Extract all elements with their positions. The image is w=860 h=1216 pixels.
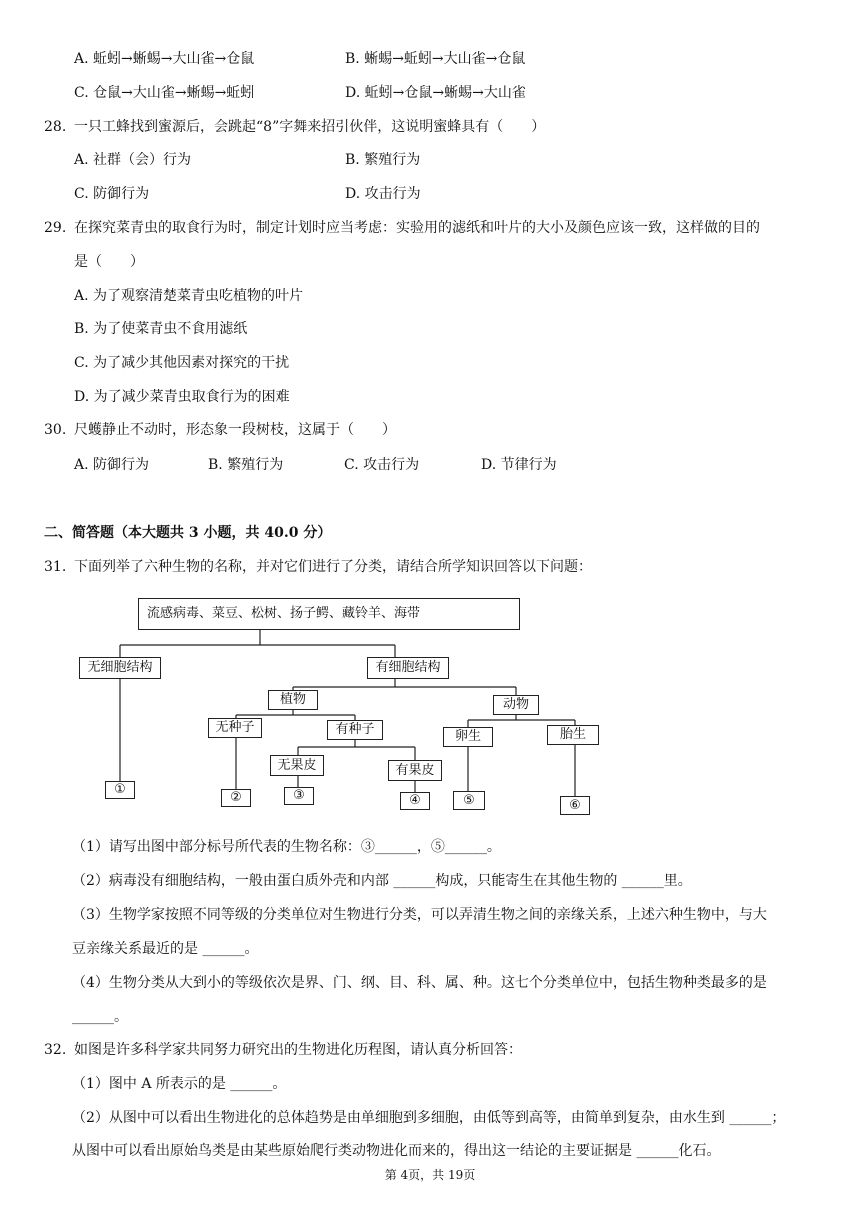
root-organisms-box: 流感病毒、菜豆、松树、扬子鳄、藏铃羊、海带 bbox=[138, 598, 520, 630]
q32-number: 32. bbox=[44, 1042, 67, 1058]
q27-option-c: C. 仓鼠→大山雀→蜥蜴→蚯蚓 bbox=[74, 85, 255, 101]
animal-box: 动物 bbox=[493, 695, 539, 715]
q31-part2: （2）病毒没有细胞结构，一般由蛋白质外壳和内部 ______构成，只能寄生在其他生物的 ______里。 bbox=[72, 873, 692, 889]
q28-option-b: B. 繁殖行为 bbox=[345, 152, 421, 168]
q30-stem: 尺蠖静止不动时，形态象一段树枝，这属于（ ） bbox=[74, 422, 396, 438]
no-seed-box: 无种子 bbox=[208, 718, 262, 738]
q30-option-b: B. 繁殖行为 bbox=[208, 457, 284, 473]
q29-option-a: A. 为了观察清楚菜青虫吃植物的叶片 bbox=[74, 288, 304, 304]
label-box-4: ④ bbox=[400, 792, 430, 810]
label-box-2: ② bbox=[221, 789, 251, 807]
q27-option-b: B. 蜥蜴→蚯蚓→大山雀→仓鼠 bbox=[345, 51, 526, 67]
q31-stem: 下面列举了六种生物的名称，并对它们进行了分类，请结合所学知识回答以下问题： bbox=[74, 559, 592, 575]
q29-stem-line2: 是（ ） bbox=[74, 254, 144, 270]
q31-number: 31. bbox=[44, 559, 67, 575]
q28-option-d: D. 攻击行为 bbox=[345, 186, 421, 202]
oviparous-box: 卵生 bbox=[443, 727, 493, 747]
label-box-3: ③ bbox=[284, 787, 314, 805]
q27-option-a: A. 蚯蚓→蜥蜴→大山雀→仓鼠 bbox=[74, 51, 255, 67]
q31-part4-line1: （4）生物分类从大到小的等级依次是界、门、纲、目、科、属、种。这七个分类单位中，包括生物种类最多的是 bbox=[72, 975, 767, 991]
q31-part1: （1）请写出图中部分标号所代表的生物名称：③______，⑤______。 bbox=[72, 839, 501, 855]
q28-option-c: C. 防御行为 bbox=[74, 186, 150, 202]
label-box-6: ⑥ bbox=[560, 796, 590, 815]
plant-box: 植物 bbox=[268, 690, 318, 710]
q28-stem: 一只工蜂找到蜜源后，会跳起“8”字舞来招引伙伴，这说明蜜蜂具有（ ） bbox=[74, 119, 546, 135]
q32-stem: 如图是许多科学家共同努力研究出的生物进化历程图，请认真分析回答： bbox=[74, 1042, 522, 1058]
q31-part4-line2: ______。 bbox=[72, 1009, 128, 1025]
section-heading: 二、简答题（本大题共 3 小题，共 40.0 分） bbox=[44, 525, 332, 541]
has-cell-structure-box: 有细胞结构 bbox=[367, 657, 449, 679]
q29-stem-line1: 在探究菜青虫的取食行为时，制定计划时应当考虑：实验用的滤纸和叶片的大小及颜色应该一致，这样做的目的 bbox=[74, 220, 760, 236]
q30-option-d: D. 节律行为 bbox=[481, 457, 557, 473]
q32-part2-line2: 从图中可以看出原始鸟类是由某些原始爬行类动物进化而来的，得出这一结论的主要证据是 ______化石。 bbox=[72, 1143, 721, 1159]
has-pericarp-box: 有果皮 bbox=[388, 760, 442, 781]
no-pericarp-box: 无果皮 bbox=[270, 755, 324, 776]
label-box-5: ⑤ bbox=[453, 791, 485, 810]
q29-option-c: C. 为了减少其他因素对探究的干扰 bbox=[74, 355, 290, 371]
q28-option-a: A. 社群（会）行为 bbox=[74, 152, 192, 168]
has-seed-box: 有种子 bbox=[327, 720, 383, 740]
q30-number: 30. bbox=[44, 422, 67, 438]
q32-part2-line1: （2）从图中可以看出生物进化的总体趋势是由单细胞到多细胞，由低等到高等，由简单到复杂，由水生到 ______； bbox=[72, 1110, 786, 1126]
q32-part1: （1）图中 A 所表示的是 ______。 bbox=[72, 1076, 287, 1092]
q28-number: 28. bbox=[44, 119, 67, 135]
q29-option-d: D. 为了减少菜青虫取食行为的困难 bbox=[74, 389, 290, 405]
q31-part3-line1: （3）生物学家按照不同等级的分类单位对生物进行分类，可以弄清生物之间的亲缘关系，上述六种生物中，与大 bbox=[72, 907, 767, 923]
q27-option-d: D. 蚯蚓→仓鼠→蜥蜴→大山雀 bbox=[345, 85, 526, 101]
label-box-1: ① bbox=[105, 781, 135, 799]
no-cell-structure-box: 无细胞结构 bbox=[79, 657, 161, 679]
viviparous-box: 胎生 bbox=[547, 725, 599, 745]
q31-part3-line2: 豆亲缘关系最近的是 ______。 bbox=[72, 941, 259, 957]
q29-number: 29. bbox=[44, 220, 67, 236]
q30-option-a: A. 防御行为 bbox=[74, 457, 150, 473]
q30-option-c: C. 攻击行为 bbox=[344, 457, 420, 473]
q29-option-b: B. 为了使菜青虫不食用滤纸 bbox=[74, 321, 248, 337]
page-footer: 第 4页，共 19页 bbox=[384, 1168, 476, 1182]
